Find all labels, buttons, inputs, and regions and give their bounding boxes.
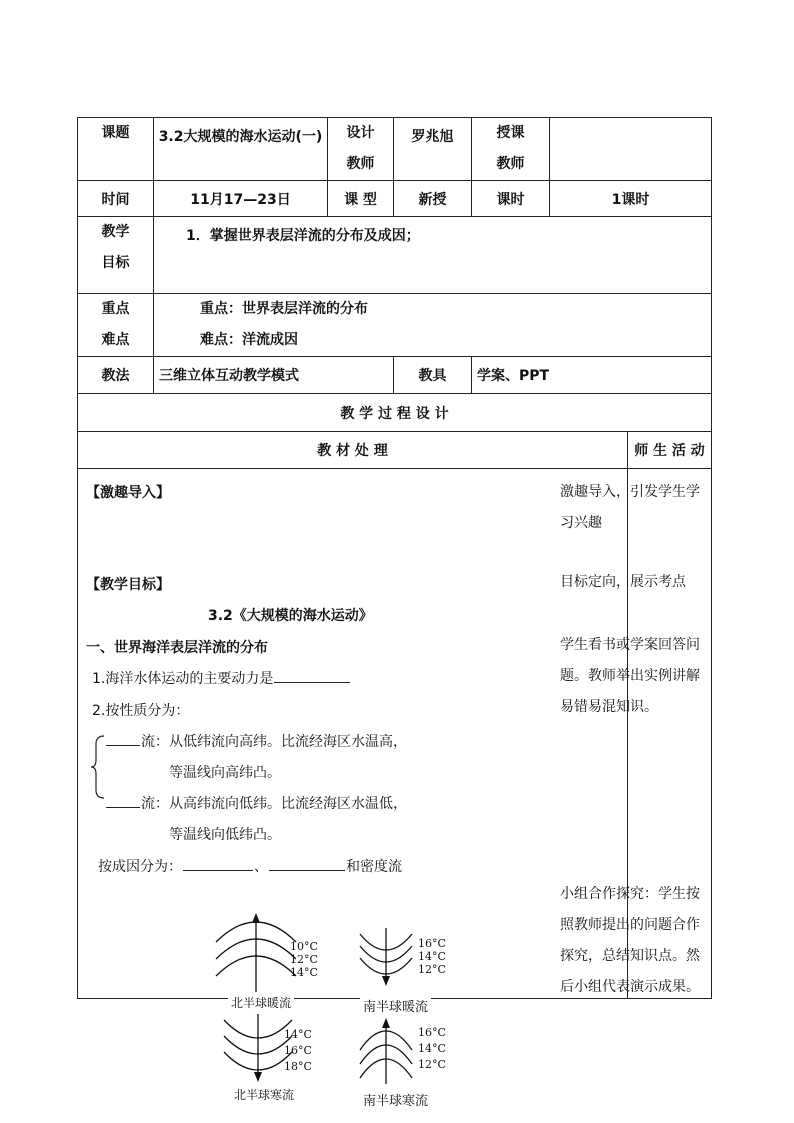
hours-value: 1课时 <box>550 181 712 217</box>
nh-cold-caption: 北半球寒流 <box>231 1086 297 1103</box>
warm-blank[interactable] <box>106 744 140 746</box>
key-label-line1: 重点 <box>101 301 130 317</box>
designer-name: 罗兆旭 <box>394 118 472 181</box>
activity-1-line2: 习兴趣 <box>560 515 602 531</box>
sh-cold-label-2: 14°C <box>418 1042 446 1055</box>
nh-cold-label-3: 18°C <box>284 1060 312 1073</box>
process-title: 教 学 过 程 设 计 <box>78 394 712 432</box>
teacher-label-line2: 教师 <box>496 156 525 172</box>
sh-warm-caption: 南半球暖流 <box>360 996 431 1015</box>
cause-blank-2[interactable] <box>269 869 345 871</box>
nh-warm-label-1: 10°C <box>290 940 318 953</box>
activity-2: 目标定向，展示考点 <box>560 574 686 590</box>
activity-4-line2: 照教师提出的问题合作 <box>560 917 700 933</box>
goal-label-line1: 教学 <box>101 224 130 240</box>
question-1 <box>92 668 351 688</box>
type-value: 新授 <box>394 181 472 217</box>
designer-label-line2: 教师 <box>346 156 375 172</box>
activity-4-line1: 小组合作探究：学生按 <box>560 886 700 902</box>
activity-3-line2: 题。教师举出实例讲解 <box>560 668 700 684</box>
teacher-name <box>550 118 712 181</box>
goal-heading: 【教学目标】 <box>86 577 170 593</box>
lesson-title: 3.2《大规模的海水运动》 <box>208 608 373 624</box>
answer-blank[interactable] <box>274 681 350 683</box>
key-point: 重点：世界表层洋流的分布 <box>200 301 368 317</box>
teacher-label <box>472 118 550 181</box>
sh-cold-diagram <box>356 1016 422 1086</box>
activity-3-line1: 学生看书或学案回答问 <box>560 637 700 653</box>
nh-warm-label-2: 12°C <box>290 953 318 966</box>
sh-warm-label-3: 12°C <box>418 963 446 976</box>
activity-1 <box>560 477 700 539</box>
warm-current-desc: 流：从低纬流向高纬。比流经海区水温高， <box>141 734 407 750</box>
cold-current-line <box>105 793 407 813</box>
goal-label-line2: 目标 <box>101 255 130 271</box>
activity-3 <box>560 630 700 723</box>
nh-warm-caption: 北半球暖流 <box>228 994 294 1011</box>
cause-line <box>98 856 402 876</box>
cold-current-desc: 流：从高纬流向低纬。比流经海区水温低， <box>141 796 407 812</box>
nh-cold-labels <box>284 1027 312 1075</box>
key-label-line2: 难点 <box>101 332 130 348</box>
method-label: 教法 <box>78 357 154 394</box>
goal-value: 1．掌握世界表层洋流的分布及成因； <box>154 217 712 294</box>
section1-title: 一、世界海洋表层洋流的分布 <box>86 640 268 656</box>
question-2: 2.按性质分为： <box>92 703 190 719</box>
cause-sep: 、 <box>254 859 268 875</box>
brace-icon <box>90 734 106 800</box>
designer-label <box>328 118 394 181</box>
nh-warm-labels <box>290 940 318 979</box>
tools-value: 学案、PPT <box>472 357 712 394</box>
warm-current-line2: 等温线向高纬凸。 <box>169 765 281 781</box>
cold-current-line2: 等温线向低纬凸。 <box>169 827 281 843</box>
activity-1-line1: 激趣导入，引发学生学 <box>560 484 700 500</box>
designer-label-line1: 设计 <box>346 125 375 141</box>
activity-column-header: 师 生 活 动 <box>628 432 712 469</box>
warm-current-line <box>105 731 407 751</box>
sh-cold-label-3: 12°C <box>418 1058 446 1071</box>
cause-suffix: 和密度流 <box>346 859 402 875</box>
activity-4-line3: 探究，总结知识点。然 <box>560 948 700 964</box>
topic-label: 课题 <box>78 118 154 181</box>
intro-heading: 【激趣导入】 <box>86 485 170 501</box>
teacher-label-line1: 授课 <box>496 125 525 141</box>
sh-warm-label-1: 16°C <box>418 937 446 950</box>
nh-warm-label-3: 14°C <box>290 966 318 979</box>
nh-cold-label-1: 14°C <box>284 1028 312 1041</box>
cold-blank[interactable] <box>106 806 140 808</box>
key-label <box>78 294 154 357</box>
time-label: 时间 <box>78 181 154 217</box>
difficult-point: 难点：洋流成因 <box>200 332 298 348</box>
key-points <box>154 294 712 357</box>
sh-warm-labels <box>418 937 446 976</box>
sh-cold-caption: 南半球寒流 <box>360 1090 431 1109</box>
sh-cold-label-1: 16°C <box>418 1026 446 1039</box>
method-value: 三维立体互动教学模式 <box>154 357 394 394</box>
question-1-text: 1.海洋水体运动的主要动力是 <box>92 671 274 687</box>
topic-value: 3.2大规模的海水运动(一) <box>154 118 328 181</box>
tools-label: 教具 <box>394 357 472 394</box>
type-label: 课 型 <box>328 181 394 217</box>
nh-cold-label-2: 16°C <box>284 1044 312 1057</box>
activity-3-line3: 易错易混知识。 <box>560 699 658 715</box>
cause-blank-1[interactable] <box>183 869 253 871</box>
time-value: 11月17—23日 <box>154 181 328 217</box>
cause-prefix: 按成因分为： <box>98 859 182 875</box>
sh-cold-labels <box>418 1025 446 1073</box>
sh-warm-diagram <box>356 926 426 988</box>
sh-warm-label-2: 14°C <box>418 950 446 963</box>
goal-label <box>78 217 154 294</box>
material-column-header: 教 材 处 理 <box>78 432 628 469</box>
hours-label: 课时 <box>472 181 550 217</box>
activity-4 <box>560 879 700 1003</box>
activity-4-line4: 后小组代表演示成果。 <box>560 979 700 995</box>
